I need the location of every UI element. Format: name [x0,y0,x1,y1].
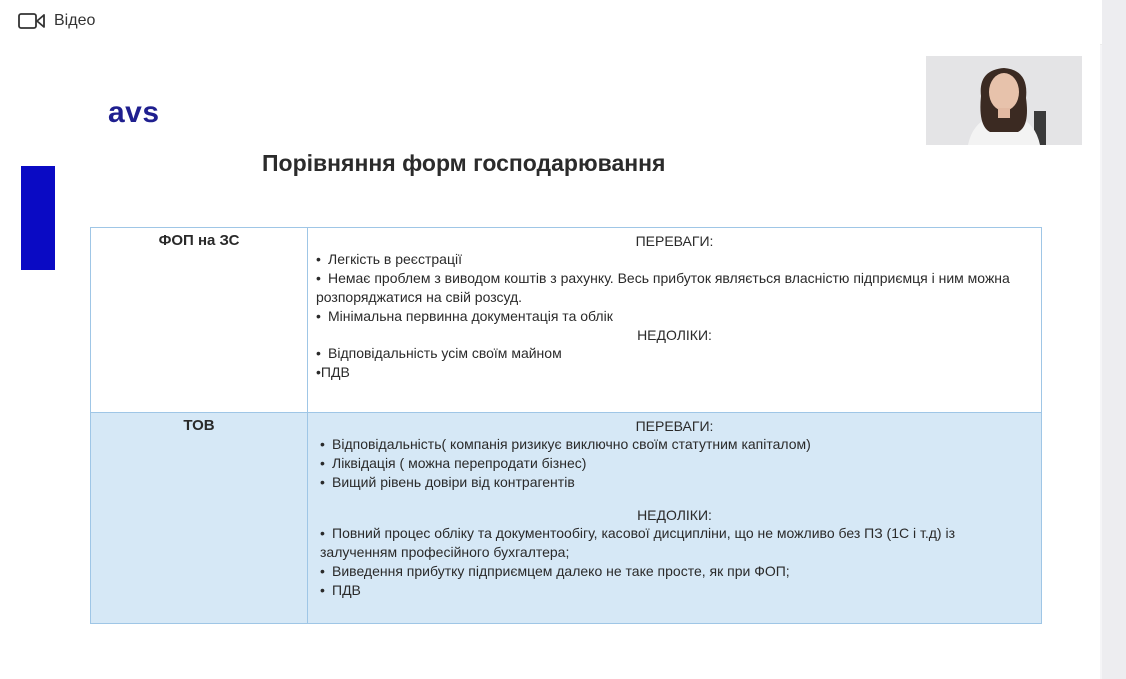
list-item: • Відповідальність( компанія ризикує виключно своїм статутним капіталом) [320,436,811,452]
comparison-table [90,227,1042,624]
webcam-video-thumbnail[interactable] [926,56,1082,145]
list-item: • Повний процес обліку та документообігу, касової дисципліни, що не можливо без ПЗ (1С і т.д) із залученням професійного бухгалтера; [320,525,955,560]
list-item: • ПДВ [320,582,361,598]
slide-title: Порівняння форм господарювання [262,150,666,176]
slide-accent-bar [21,166,55,270]
row-label: ФОП на ЗС [91,228,308,413]
list-item: • Немає проблем з виводом коштів з рахунку. Весь прибуток являється власністю підприємця і ним можна розпоряджатися на свій розсуд. [316,270,1010,305]
list-item: • Виведення прибутку підприємцем далеко не таке просте, як при ФОП; [320,563,790,579]
row-label: ТОВ [91,413,308,624]
row-content [308,228,1042,413]
list-item: • Легкість в реєстрації [316,251,462,267]
advantages-heading: ПЕРЕВАГИ: [635,418,714,434]
company-logo: avs [108,96,160,129]
list-item: • Ліквідація ( можна перепродати бізнес) [320,455,587,471]
right-panel-edge [1102,0,1126,679]
list-item: • Мінімальна первинна документація та облік [316,308,613,324]
video-tab[interactable] [18,10,95,32]
disadvantages-heading: НЕДОЛІКИ: [637,507,712,523]
row-content [308,413,1042,624]
advantages-heading: ПЕРЕВАГИ: [635,233,714,249]
video-camera-icon [18,12,46,30]
list-item: •ПДВ [316,364,350,380]
disadvantages-heading: НЕДОЛІКИ: [637,327,712,343]
presenter-video-image [926,56,1082,145]
presentation-slide [0,44,1100,679]
table-row [91,228,1042,413]
top-bar [0,0,1126,45]
table-row [91,413,1042,624]
list-item: • Вищий рівень довіри від контрагентів [320,474,575,490]
video-tab-label: Відео [54,12,96,29]
list-item: • Відповідальність усім своїм майном [316,345,562,361]
